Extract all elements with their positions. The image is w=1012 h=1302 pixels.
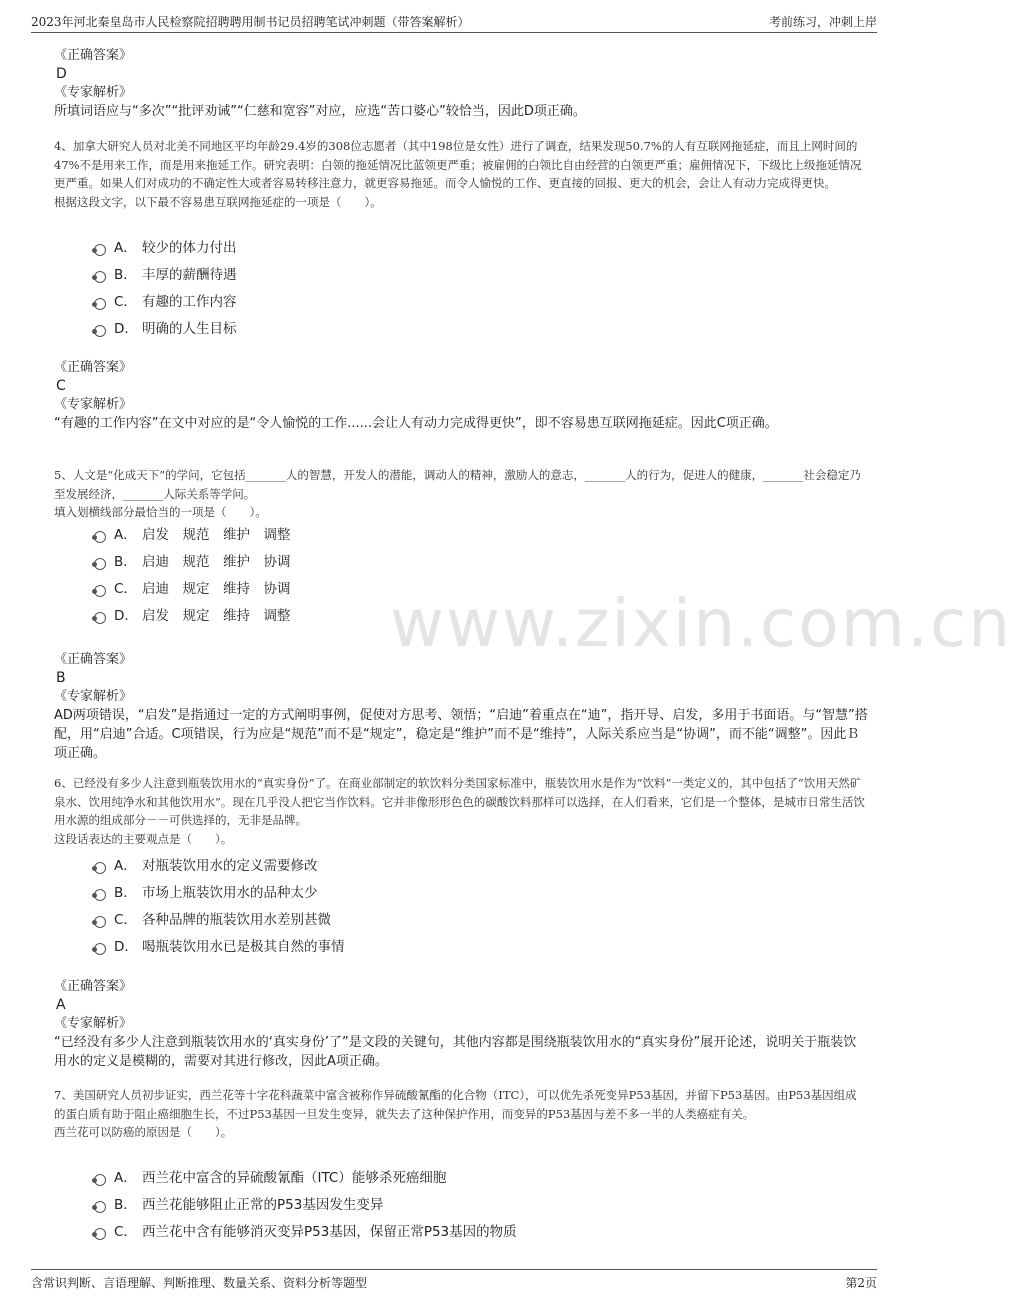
document-title: 2023年河北秦皇岛市人民检察院招聘聘用制书记员招聘笔试冲刺题（带答案解析） <box>31 15 470 29</box>
radio-icon[interactable] <box>94 612 106 624</box>
question-prompt: 这段话表达的主要观点是（ ）。 <box>54 831 233 846</box>
option-c[interactable]: C． 各种品牌的瓶装饮用水差别甚微 <box>54 907 868 934</box>
option-b[interactable]: B． 启迪 规范 维护 协调 <box>54 549 868 576</box>
analysis-text: “有趣的工作内容”在文中对应的是“令人愉悦的工作......会让人有动力完成得更快”，即不容易患互联网拖延症。因此C项正确。 <box>54 416 778 431</box>
q5-options <box>54 522 868 630</box>
question-prompt: 西兰花可以防癌的原因是（ ）。 <box>54 1125 233 1139</box>
radio-icon[interactable] <box>94 1201 106 1213</box>
footer-topics: 含常识判断、言语理解、判断推理、数量关系、资料分析等题型 <box>31 1276 368 1290</box>
answer-label: 《正确答案》 <box>54 652 133 667</box>
analysis-label: 《专家解析》 <box>54 689 133 704</box>
analysis-text: 所填词语应与“多次”“批评劝诫”“仁慈和宽容”对应，应选“苦口婆心”较恰当，因此D项正确。 <box>54 104 586 119</box>
option-a[interactable]: A． 对瓶装饮用水的定义需要修改 <box>54 853 868 880</box>
answer-label: 《正确答案》 <box>54 48 133 63</box>
option-b[interactable]: B． 市场上瓶装饮用水的品种太少 <box>54 880 868 907</box>
option-a[interactable]: A． 西兰花中富含的异硫酸氰酯（ITC）能够杀死癌细胞 <box>54 1165 868 1192</box>
analysis-label: 《专家解析》 <box>54 1016 133 1031</box>
q6-options <box>54 853 868 961</box>
q7-options <box>54 1165 868 1246</box>
q5-answer-section <box>54 650 868 763</box>
question-prompt: 填入划横线部分最恰当的一项是（ ）。 <box>54 505 267 519</box>
option-a[interactable]: A． 启发 规范 维护 调整 <box>54 522 868 549</box>
radio-icon[interactable] <box>94 531 106 543</box>
question-4 <box>54 137 868 211</box>
question-stem: 4、加拿大研究人员对北美不同地区平均年龄29.4岁的308位志愿者（其中198位是女性）进行了调查，结果发现50.7%的人有互联网拖延症，而且上网时间的47%不是用来工作，而是用来拖延工作。研究表明：白领的拖延情况比蓝领更严重；被雇佣的白领比自由经营的白领更严重；雇佣情况下，下级比上级拖延情况更严重。如果人们对成功的不确定性大或者容易转移注意力，就更容易拖延。而令人愉悦的工作、更直接的回报、更大的机会，会让人有动力完成得更快。 <box>54 139 862 190</box>
analysis-label: 《专家解析》 <box>54 397 133 412</box>
question-stem: 7、美国研究人员初步证实，西兰花等十字花科蔬菜中富含被称作异硫酸氰酯的化合物（ITC），可以优先杀死变异P53基因，并留下P53基因。由P53基因组成的蛋白质有助于阻止癌细胞生长，不过P53基因一旦发生变异，就失去了这种保护作用，而变异的P53基因与差不多一半的人类癌症有关。 <box>54 1088 857 1121</box>
option-b[interactable]: B． 西兰花能够阻止正常的P53基因发生变异 <box>54 1192 868 1219</box>
question-stem: 6、已经没有多少人注意到瓶装饮用水的“真实身份”了。在商业部制定的软饮料分类国家标准中，瓶装饮用水是作为“饮料”一类定义的，其中包括了“饮用天然矿泉水、饮用纯净水和其他饮用水”。现在几乎没人把它当作饮料。它并非像形形色色的碳酸饮料那样可以选择，在人们看来，它们是一个整体，是城市日常生活饮用水源的组成部分－－可供选择的，无非是品牌。 <box>54 776 865 827</box>
answer-letter: A <box>56 997 66 1013</box>
answer-letter: D <box>56 66 67 82</box>
question-7 <box>54 1086 868 1142</box>
option-d[interactable]: D． 喝瓶装饮用水已是极其自然的事情 <box>54 934 868 961</box>
option-d[interactable]: D． 明确的人生目标 <box>54 316 868 343</box>
radio-icon[interactable] <box>94 298 106 310</box>
radio-icon[interactable] <box>94 1228 106 1240</box>
page-footer <box>31 1269 877 1296</box>
analysis-label: 《专家解析》 <box>54 85 133 100</box>
radio-icon[interactable] <box>94 244 106 256</box>
radio-icon[interactable] <box>94 271 106 283</box>
option-c[interactable]: C． 启迪 规定 维持 协调 <box>54 576 868 603</box>
watermark: www.zixin.com.cn <box>390 585 1012 662</box>
analysis-text: AD两项错误，“启发”是指通过一定的方式阐明事例，促使对方思考、领悟；“启迪”着重点在“迪”，指开导、启发，多用于书面语。与“智慧”搭配，用“启迪”合适。C项错误，行为应是“规范”而不是“规定”，稳定是“维护”而不是“维持”，人际关系应当是“协调”，而不能“调整”。因此Ｂ项正确。 <box>54 708 868 761</box>
option-c[interactable]: C． 有趣的工作内容 <box>54 289 868 316</box>
option-d[interactable]: D． 启发 规定 维持 调整 <box>54 603 868 630</box>
question-stem: 5、人文是“化成天下”的学问，它包括_______人的智慧，开发人的潜能，调动人的精神，激励人的意志，_______人的行为，促进人的健康，_______社会稳定乃至发展经济，_______人际关系等学问。 <box>54 468 861 501</box>
question-6 <box>54 774 868 848</box>
q4-options <box>54 235 868 343</box>
question-prompt: 根据这段文字，以下最不容易患互联网拖延症的一项是（ ）。 <box>54 194 382 209</box>
answer-label: 《正确答案》 <box>54 360 133 375</box>
page-header <box>31 10 877 33</box>
q4-answer-section <box>54 358 868 433</box>
page-number: 第2页 <box>845 1276 877 1290</box>
answer-label: 《正确答案》 <box>54 979 133 994</box>
radio-icon[interactable] <box>94 558 106 570</box>
answer-letter: B <box>56 670 66 686</box>
radio-icon[interactable] <box>94 889 106 901</box>
header-slogan: 考前练习，冲刺上岸 <box>768 15 877 29</box>
q3-answer-section <box>54 46 868 121</box>
option-a[interactable]: A． 较少的体力付出 <box>54 235 868 262</box>
radio-icon[interactable] <box>94 943 106 955</box>
radio-icon[interactable] <box>94 325 106 337</box>
analysis-text: “已经没有多少人注意到瓶装饮用水的‘真实身份’了”是文段的关键句，其他内容都是围绕瓶装饮用水的“真实身份”展开论述，说明关于瓶装饮用水的定义是模糊的，需要对其进行修改，因此A项正确。 <box>54 1035 857 1069</box>
answer-letter: C <box>56 378 66 394</box>
option-b[interactable]: B． 丰厚的薪酬待遇 <box>54 262 868 289</box>
radio-icon[interactable] <box>94 585 106 597</box>
q6-answer-section <box>54 977 868 1071</box>
option-c[interactable]: C． 西兰花中含有能够消灭变异P53基因，保留正常P53基因的物质 <box>54 1219 868 1246</box>
radio-icon[interactable] <box>94 916 106 928</box>
radio-icon[interactable] <box>94 1174 106 1186</box>
radio-icon[interactable] <box>94 862 106 874</box>
question-5 <box>54 466 868 522</box>
